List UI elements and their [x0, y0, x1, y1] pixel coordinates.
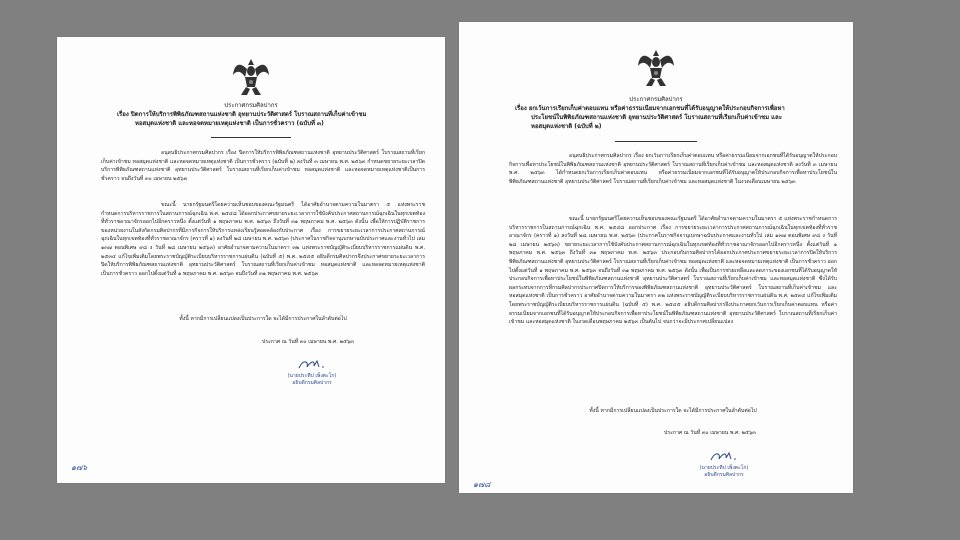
subject-line-1: เรื่อง ยกเว้นการเรียกเก็บค่าตอบแทน หรือค่าธรรมเนียมจากเอกชนที่ได้รับอนุญาตให้ประกอบกิจการเพื่อหา	[515, 105, 785, 112]
signer-name: (นายประทีป เพ็งตะโก)	[287, 373, 337, 379]
body-paragraph-1	[509, 152, 837, 186]
subject-line-3: หอสมุดแห่งชาติ (ฉบับที่ ๒)	[531, 123, 602, 130]
page-number: ๑๗๖	[71, 463, 88, 472]
signature-icon	[297, 357, 327, 371]
garuda-emblem-icon	[231, 55, 271, 97]
signer-title: อธิบดีกรมศิลปากร	[292, 380, 332, 386]
separator-rule	[615, 141, 697, 142]
subject-line-2: ประโยชน์ในพิพิธภัณฑสถานแห่งชาติ อุทยานประวัติศาสตร์ โบราณสถานที่เรียกเก็บค่าเข้าชม และ	[531, 114, 782, 121]
paragraph-1-text: อนุสนธิประกาศกรมศิลปากร เรื่อง ปิดการให้บริการพิพิธภัณฑสถานแห่งชาติ อุทยานประวัติศาสตร์ โบราณสถานที่เรียกเก็บค่าเข้าชม หอสมุดแห่งชาติ และหอจดหมายเหตุแห่งชาติ เป็นการชั่วคราว (ฉบับที่ ๒) ลงวันที่ ๓ เมษายน พ.ศ. ๒๕๖๓ กำหนดขยายระยะเวลาปิดบริการพิพิธภัณฑสถานแห่งชาติ อุทยานประวัติศาสตร์ โบราณสถานที่เรียกเก็บค่าเข้าชม หอสมุดแห่งชาติ และหอจดหมายเหตุแห่งชาติเป็นการชั่วคราว จนถึงวันที่ ๓๐ เมษายน ๒๕๖๓	[101, 150, 425, 182]
issuer-heading: ประกาศกรมศิลปากร	[224, 102, 278, 109]
page-number: ๑๗๘	[473, 480, 491, 489]
body-paragraph-2	[101, 201, 425, 278]
paragraph-2-text: ขณะนี้ นายกรัฐมนตรีโดยความเห็นชอบของคณะรัฐมนตรี ได้อาศัยอำนาจตามความในมาตรา ๕ แห่งพระราชกำหนดการบริหารราชการในสถานการณ์ฉุกเฉิน พ.ศ. ๒๕๔๘ ออกประกาศ เรื่อง การขยายระยะเวลาการประกาศสถานการณ์ฉุกเฉินในทุกเขตท้องที่ทั่วราชอาณาจักร (คราวที่ ๑) ลงวันที่ ๒๘ เมษายน พ.ศ. ๒๕๖๓ (ประกาศในราชกิจจานุเบกษาฉบับประกาศและงานทั่วไป เล่ม ๑๓๗ ตอนพิเศษ ๙๘ ง วันที่ ๒๘ เมษายน ๒๕๖๓) ขยายระยะเวลาการใช้บังคับประกาศสถานการณ์ฉุกเฉินในทุกเขตท้องที่ทั่วราชอาณาจักรออกไปอีกคราวหนึ่ง ตั้งแต่วันที่ ๑ พฤษภาคม พ.ศ. ๒๕๖๓ ถึงวันที่ ๓๑ พฤษภาคม พ.ศ. ๒๕๖๓ ประกอบกับกรมศิลปากรได้ออกประกาศประกาศขยายระยะเวลาการปิดให้บริการพิพิธภัณฑสถานแห่งชาติ อุทยานประวัติศาสตร์ โบราณสถานที่เรียกเก็บค่าเข้าชม หอสมุดแห่งชาติ และหอจดหมายเหตุแห่งชาติ เป็นการชั่วคราว ออกไปตั้งแต่วันที่ ๑ พฤษภาคม พ.ศ. ๒๕๖๓ จนถึงวันที่ ๓๑ พฤษภาคม พ.ศ. ๒๕๖๓ ดังนั้น เพื่อเป็นการช่วยเหลือและลดภาระของเอกชนที่ได้รับอนุญาตให้ประกอบกิจการเพื่อหาประโยชน์ในพิพิธภัณฑสถานแห่งชาติ อุทยานประวัติศาสตร์ โบราณสถานที่เรียกเก็บค่าเข้าชม และหอสมุดแห่งชาติ ซึ่งได้รับผลกระทบจากการที่กรมศิลปากรประกาศปิดการให้บริการของพิพิธภัณฑสถานแห่งชาติ อุทยานประวัติศาสตร์ โบราณสถานที่เก็บค่าเข้าชม และหอสมุดแห่งชาติ เป็นการชั่วคราว อาศัยอำนาจตามความในมาตรา ๓๒ แห่งพระราชบัญญัติระเบียบบริหารราชการแผ่นดิน พ.ศ. ๒๕๓๔ แก้ไขเพิ่มเติมโดยพระราชบัญญัติระเบียบบริหารราชการแผ่นดิน (ฉบับที่ ๕) พ.ศ. ๒๕๔๕ อธิบดีกรมศิลปากรจึงประกาศยกเว้นการเรียกเก็บค่าตอบแทน หรือค่าธรรมเนียมจากเอกชนที่ได้รับอนุญาตให้ประกอบกิจการเพื่อหาประโยชน์ในพิพิธภัณฑสถานแห่งชาติ อุทยานประวัติศาสตร์ โบราณสถานที่เรียกเก็บค่าเข้าชม และหอสมุดแห่งชาติ ในงวดเดือนพฤษภาคม ๒๕๖๓ เป็นต้นไป จนกว่าจะมีประกาศเปลี่ยนแปลง	[509, 216, 837, 326]
closing-statement: ทั้งนี้ หากมีการเปลี่ยนแปลงเป็นประการใด จะได้มีการประกาศในลำดับต่อไป	[179, 316, 347, 322]
signer-title: อธิบดีกรมศิลปากร	[704, 472, 744, 478]
paragraph-2-text: ขณะนี้ นายกรัฐมนตรีโดยความเห็นชอบของคณะรัฐมนตรี ได้อาศัยอำนาจตามความในมาตรา ๕ แห่งพระราชกำหนดการบริหารราชการในสถานการณ์ฉุกเฉิน พ.ศ. ๒๕๔๘ ได้ออกประกาศขยายระยะเวลาการใช้บังคับประกาศสถานการณ์ฉุกเฉินในทุกเขตท้องที่ทั่วราชอาณาจักรออกไปอีกคราวหนึ่ง ตั้งแต่วันที่ ๑ พฤษภาคม พ.ศ. ๒๕๖๓ ถึงวันที่ ๓๑ พฤษภาคม พ.ศ. ๒๕๖๓ ดังนั้น เพื่อให้การปฏิบัติราชการของหน่วยงานในสังกัดกรมศิลปากรที่มีภารกิจการให้บริการแหล่งเรียนรู้สอดคล้องกับประกาศ เรื่อง การขยายระยะเวลาการประกาศสถานการณ์ฉุกเฉินในทุกเขตท้องที่ทั่วราชอาณาจักร (คราวที่ ๑) ลงวันที่ ๒๘ เมษายน พ.ศ. ๒๕๖๓ (ประกาศในราชกิจจานุเบกษาฉบับประกาศและงานทั่วไป เล่ม ๑๓๗ ตอนพิเศษ ๙๘ ง วันที่ ๒๘ เมษายน ๒๕๖๓) อาศัยอำนาจตามความในมาตรา ๓๒ แห่งพระราชบัญญัติระเบียบบริหารราชการแผ่นดิน พ.ศ. ๒๕๓๔ แก้ไขเพิ่มเติมโดยพระราชบัญญัติระเบียบบริหารราชการแผ่นดิน (ฉบับที่ ๕) พ.ศ. ๒๕๔๕ อธิบดีกรมศิลปากรจึงประกาศขยายระยะเวลาการปิดให้บริการพิพิธภัณฑสถานแห่งชาติ อุทยานประวัติศาสตร์ โบราณสถานที่เรียกเก็บค่าเข้าชม หอสมุดแห่งชาติ และหอจดหมายเหตุแห่งชาติ เป็นการชั่วคราว ออกไปตั้งแต่วันที่ ๑ พฤษภาคม พ.ศ. ๒๕๖๓ จนถึงวันที่ ๓๑ พฤษภาคม พ.ศ. ๒๕๖๓	[101, 202, 425, 277]
announcement-date: ประกาศ ณ วันที่ ๓๐ เมษายน พ.ศ. ๒๕๖๓	[262, 339, 354, 345]
document-page-right	[459, 22, 853, 493]
issuer-heading: ประกาศกรมศิลปากร	[629, 96, 683, 103]
document-page-left	[57, 37, 445, 483]
garuda-emblem-icon	[636, 46, 676, 88]
subject-line-1: เรื่อง ปิดการให้บริการพิพิธภัณฑสถานแห่งชาติ อุทยานประวัติศาสตร์ โบราณสถานที่เก็บค่าเข้าชม	[117, 111, 367, 118]
paragraph-1-text: อนุสนธิประกาศกรมศิลปากร เรื่อง ยกเว้นการเรียกเก็บค่าตอบแทน หรือค่าธรรมเนียมจากเอกชนที่ได้รับอนุญาตให้ประกอบกิจการเพื่อหาประโยชน์ในพิพิธภัณฑสถานแห่งชาติ อุทยานประวัติศาสตร์ โบราณสถานที่เรียกเก็บค่าเข้าชม และหอสมุดแห่งชาติ ลงวันที่ ๓ เมษายน พ.ศ. ๒๕๖๓ ได้กำหนดยกเว้นการเรียกเก็บค่าตอบแทน หรือค่าธรรมเนียมจากเอกชนที่ได้รับอนุญาตให้ประกอบกิจการเพื่อหาประโยชน์ในพิพิธภัณฑสถานแห่งชาติ อุทยานประวัติศาสตร์ โบราณสถานที่เรียกเก็บค่าเข้าชม และหอสมุดแห่งชาติ ในงวดเดือนเมษายน ๒๕๖๓	[509, 153, 837, 185]
subject-line-2: หอสมุดแห่งชาติ และหอจดหมายเหตุแห่งชาติ เป็นการชั่วคราว (ฉบับที่ ๓)	[135, 120, 324, 127]
signer-name: (นายประทีป เพ็งตะโก)	[699, 465, 749, 471]
announcement-date: ประกาศ ณ วันที่ ๓๐ เมษายน พ.ศ. ๒๕๖๓	[664, 430, 756, 436]
closing-statement: ทั้งนี้ หากมีการเปลี่ยนแปลงเป็นประการใด จะได้มีการประกาศในลำดับต่อไป	[589, 408, 757, 414]
signature-icon	[709, 449, 739, 463]
body-paragraph-1	[101, 149, 425, 183]
separator-rule	[211, 137, 291, 138]
body-paragraph-2	[509, 215, 837, 327]
